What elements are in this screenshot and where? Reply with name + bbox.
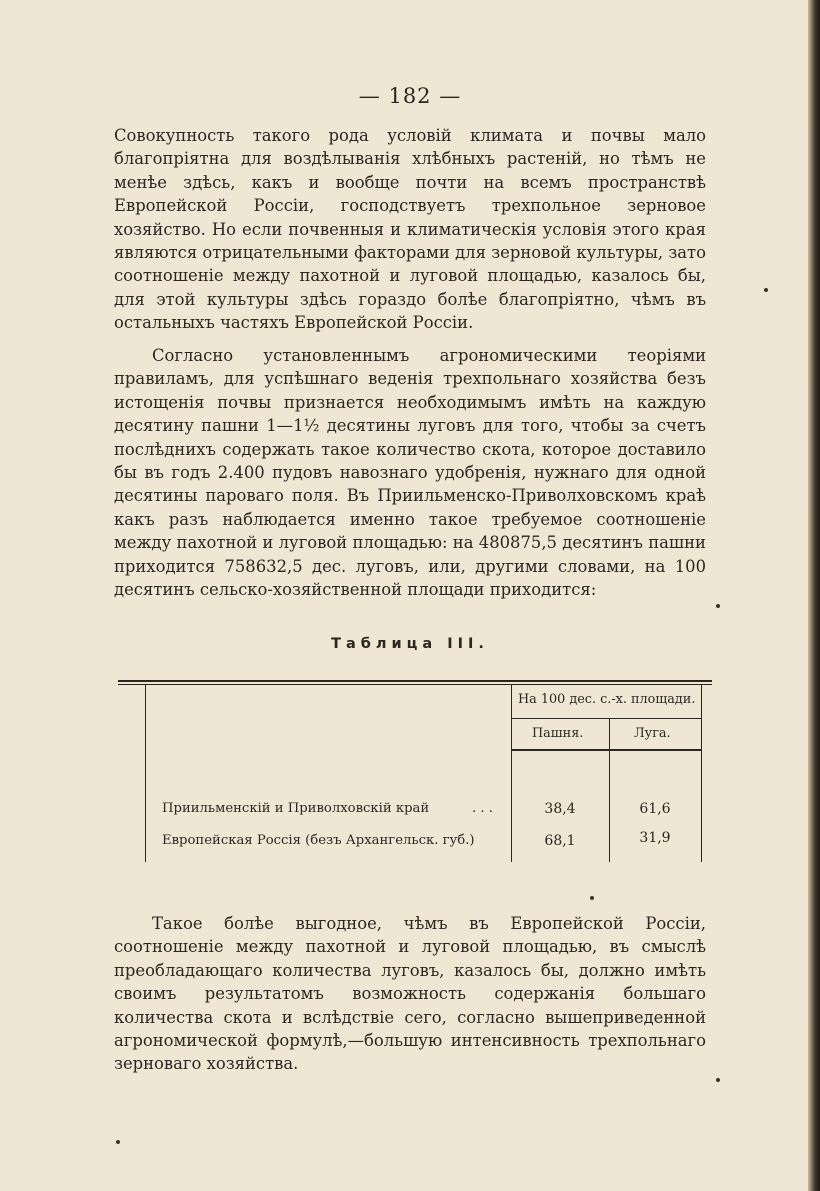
row-value-arable: 68,1 [544,833,576,849]
paragraph-3: Такое болѣе выгодное, чѣмъ въ Европейской Россіи, соотношеніе между пахотной и луговой площадью, въ смыслѣ преобладающаго количества луговъ, казалось бы, должно имѣть своимъ результатомъ возможность содержанія большаго количества скота и вслѣдствіе сего, согласно вышеприведенной агрономической формулѣ,—большую интенсивность трехпольнаго зерноваго хозяйства. [114,914,706,1074]
paragraph-1: Совокупность такого рода условій климата и почвы мало благопріятна для воздѣлыванія хлѣбныхъ растеній, но тѣмъ не менѣе здѣсь, какъ и вообще почти на всемъ пространствѣ Европейской Россіи, господствуетъ трехпольное зерновое хозяйство. Но если почвенныя и климатическія условія этого края являются отрицательными факторами для зерновой культуры, зато соотношеніе между пахотной и луговой площадью, казалось бы, для этой культуры здѣсь гораздо болѣе благопріятно, чѣмъ въ остальныхъ частяхъ Европейской Россіи. [114,126,706,333]
table-right-rule [701,684,702,862]
table-left-rule [145,684,146,862]
paragraph-2: Согласно установленнымъ агрономическими теоріями правиламъ, для успѣшнаго веденія трехпольнаго хозяйства безъ истощенія почвы признается необходимымъ имѣть на каждую десятину пашни 1—1½ десятины луговъ для того, чтобы за счетъ послѣднихъ содержать такое количество скота, которое доставило бы въ годъ 2.400 пудовъ навознаго удобренія, нужнаго для одной десятины пароваго поля. Въ Приильменско-Приволховскомъ краѣ какъ разъ наблюдается именно такое требуемое соотношеніе между пахотной и луговой площадью: на 480875,5 десятинъ пашни приходится 758632,5 дес. луговъ, или, другими словами, на 100 десятинъ сельско-хозяйственной площади приходится: [114,346,706,600]
row-value-meadows: 61,6 [639,801,671,817]
table-top-rule [118,680,712,682]
scan-speck [590,896,594,900]
scan-speck [764,288,768,292]
group-header: На 100 дес. с.-х. площади. [518,692,696,707]
col-header-rule [511,749,702,751]
table-col-rule-2 [609,718,610,862]
col-header-arable: Пашня. [532,726,584,741]
page-edge [808,0,820,1191]
page-number: — 182 — [358,84,462,108]
row-label: Приильменскій и Приволховскій край [162,801,430,816]
scan-speck [716,604,720,608]
row-label: Европейская Россія (безъ Архангельск. губ.) [162,833,475,848]
col-header-meadows: Луга. [634,726,671,741]
row-value-meadows: 31,9 [639,830,671,846]
group-header-rule [511,718,702,719]
scan-speck [716,1078,720,1082]
scan-speck [116,1140,120,1144]
table-col-rule [511,684,512,862]
row-leader: . . . [472,801,493,816]
table-caption: Таблица III. [331,636,489,652]
row-value-arable: 38,4 [544,801,576,817]
table-top-rule-thin [118,684,712,685]
